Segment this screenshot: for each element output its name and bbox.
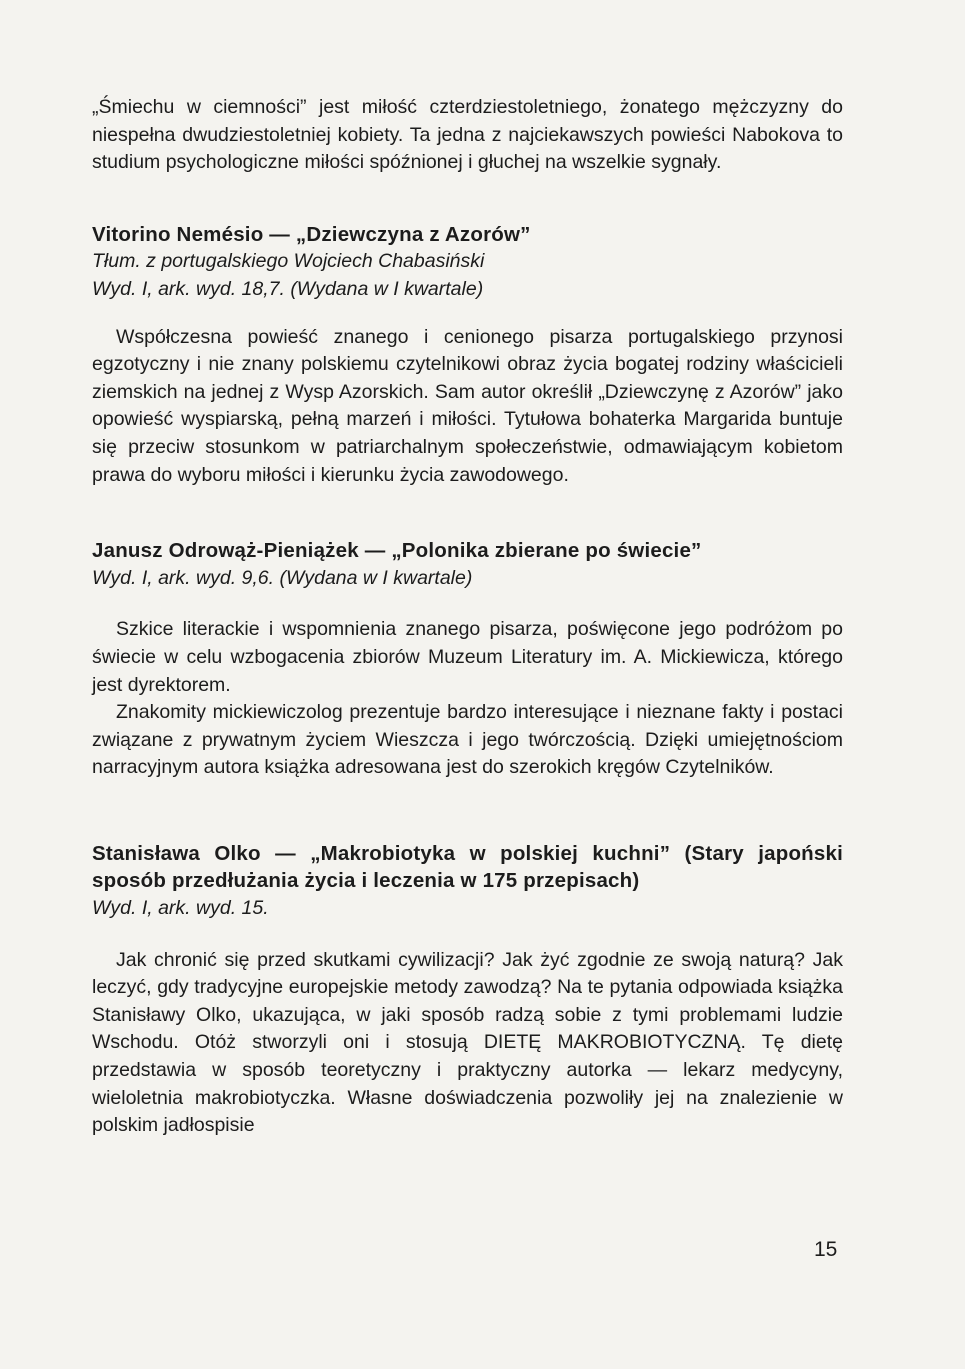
entry-description: Współczesna powieść znanego i cenionego pisarza portugalskiego przynosi egzotyczny i nie znany polskiemu czytelnikowi obraz życia bogatej rodziny właścicieli ziemskich na jednej z Wysp Azorskich. Sam autor określił „Dziewczynę z Azorów” jako opowieść wyspiarską, pełną marzeń i miłości. Tytułowa bohaterka Margarida buntuje się przeciw stosunkom w patriarchalnym społeczeństwie, odmawiającym kobietom prawa do wyboru miłości i kierunku życia zawodowego.	[92, 325, 843, 486]
entry-edition-info: Wyd. I, ark. wyd. 18,7. (Wydana w I kwartale)	[92, 277, 484, 300]
book-entry-dziewczyna-z-azorow	[92, 221, 843, 489]
entry-description: Szkice literackie i wspomnienia znanego pisarza, poświęcone jego podróżom po świecie w celu wzbogacenia zbiorów Muzeum Literatury im. A. Mickiewicza, którego jest dyrektorem.	[92, 618, 843, 696]
intro-paragraph: „Śmiechu w ciemności” jest miłość czterdziestoletniego, żonatego mężczyzny do niespełna dwudziestoletniej kobiety. Ta jedna z najciekawszych powieści Nabokova to studium psychologiczne miłości spóźnionej i głuchej na wszelkie sygnały.	[92, 96, 843, 174]
page-number: 15	[814, 1238, 838, 1261]
entry-title: Vitorino Nemésio — „Dziewczyna z Azorów”	[92, 222, 531, 246]
entry-translator: Tłum. z portugalskiego Wojciech Chabasiński	[92, 250, 485, 273]
book-entry-polonika	[92, 537, 843, 782]
entry-edition-info: Wyd. I, ark. wyd. 15.	[92, 897, 269, 920]
entry-title: Stanisława Olko — „Makrobiotyka w polskiej kuchni” (Stary japoński sposób przedłużania życia i leczenia w 175 przepisach)	[92, 841, 843, 893]
book-entry-makrobiotyka	[92, 840, 843, 1140]
entry-title: Janusz Odrowąż-Pieniążek — „Polonika zbierane po świecie”	[92, 539, 702, 563]
entry-edition-info: Wyd. I, ark. wyd. 9,6. (Wydana w I kwartale)	[92, 566, 473, 589]
entry-description: Jak chronić się przed skutkami cywilizacji? Jak żyć zgodnie ze swoją naturą? Jak leczyć, gdy tradycyjne europejskie metody zawodzą? Na te pytania odpowiada książka Stanisławy Olko, ukazująca, w jaki sposób radzą sobie z tymi problemami ludzie Wschodu. Otóż stworzyli oni i stosują DIETĘ MAKROBIOTYCZNĄ. Tę dietę przedstawia w sposób teoretyczny i praktyczny autorka — lekarz medycyny, wieloletnia makrobiotyczka. Własne doświadczenia pozwoliły jej na znalezienie w polskim jadłospisie	[92, 948, 843, 1137]
entry-description-continued: Znakomity mickiewiczolog prezentuje bardzo interesujące i nieznane fakty i postaci związane z prywatnym życiem Wieszcza i jego twórczością. Dzięki umiejętnościom narracyjnym autora książka adresowana jest do szerokich kręgów Czytelników.	[92, 701, 843, 779]
